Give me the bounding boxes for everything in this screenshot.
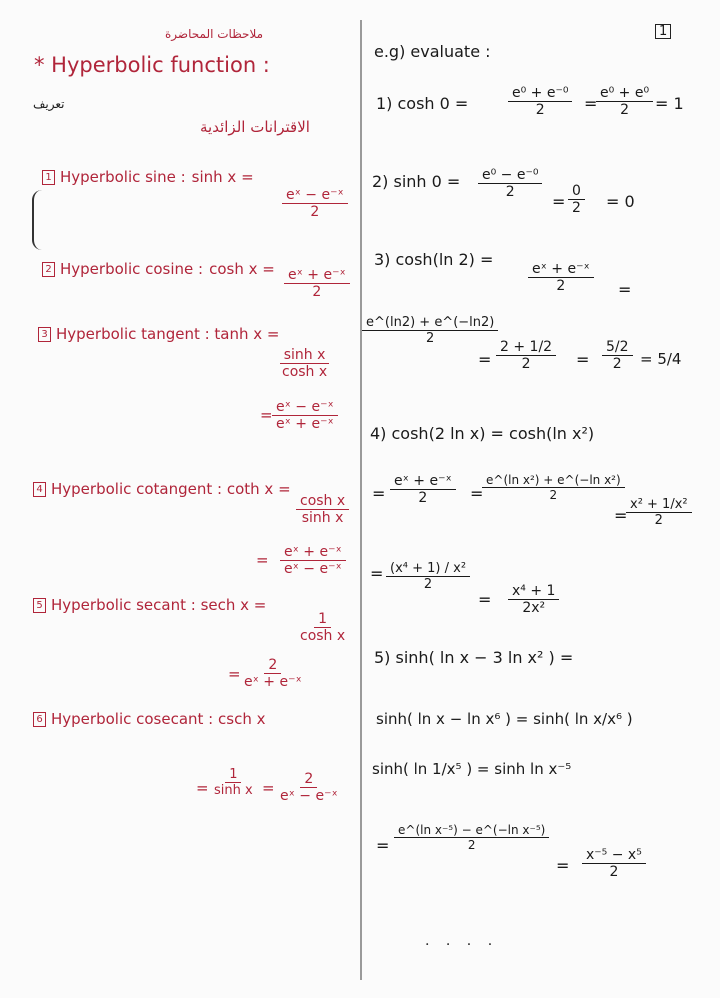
- example-5-label: 5) sinh( ln x − 3 ln x² ) =: [374, 648, 574, 667]
- eq-sign: =: [614, 506, 628, 525]
- example-5-fraction: $\frac{\text{e\textasciicircum{}(ln x⁻⁵) − e\textasciicircum{}(−ln x⁻⁵)}}{2}$: [394, 824, 549, 852]
- def-cosh: [42, 262, 275, 277]
- example-3-fraction: $\frac{\text{eˣ + e⁻ˣ}}{2}$: [528, 262, 594, 295]
- eq-sign: =: [584, 94, 598, 113]
- def-number-badge: 1: [42, 170, 55, 185]
- def-lhs: cosh x =: [209, 260, 275, 278]
- def-tanh-exp-fraction: $\frac{\text{eˣ − e⁻ˣ}}{\text{eˣ + e⁻ˣ}}$: [272, 400, 338, 433]
- example-4-fraction: $\frac{\text{eˣ + e⁻ˣ}}{2}$: [390, 474, 456, 507]
- eq-sign: =: [478, 350, 492, 369]
- eq-sign: =: [370, 564, 384, 583]
- def-label: Hyperbolic sine :: [60, 168, 186, 186]
- def-sech-fraction: $\frac{1}{\text{cosh x}}$: [300, 611, 346, 645]
- def-coth-exp-fraction: $\frac{\text{eˣ + e⁻ˣ}}{\text{eˣ − e⁻ˣ}}$: [280, 545, 346, 578]
- example-4-step-fraction: $\frac{\text{(x⁴ + 1) / x²}}{2}$: [386, 562, 470, 593]
- def-label: Hyperbolic tangent : tanh x =: [56, 325, 280, 343]
- example-2-fraction-2: $\frac{0}{2}$: [568, 184, 585, 217]
- example-4-step-fraction-2: $\frac{\text{x⁴ + 1}}{\text{2x²}}$: [508, 584, 559, 617]
- def-number-badge: 2: [42, 262, 55, 277]
- def-csch: [33, 712, 265, 727]
- def-number-badge: 3: [38, 327, 51, 342]
- example-2-result: = 0: [606, 192, 635, 211]
- eq-sign: =: [552, 192, 566, 211]
- example-3-result: = 5/4: [640, 350, 682, 368]
- def-sinh-fraction: $\frac{\text{eˣ − e⁻ˣ}}{2}$: [282, 188, 348, 221]
- example-5-fraction-2: $\frac{\text{x⁻⁵ − x⁵}}{2}$: [582, 848, 646, 881]
- def-lhs: sinh x =: [191, 168, 254, 186]
- eq-sign: =: [478, 590, 492, 609]
- example-5-step-2: sinh( ln 1/x⁵ ) = sinh ln x⁻⁵: [372, 760, 572, 778]
- example-5-step-1: sinh( ln x − ln x⁶ ) = sinh( ln x/x⁶ ): [376, 710, 633, 728]
- def-label: Hyperbolic secant : sech x =: [51, 596, 267, 614]
- example-4-fraction-3: $\frac{\text{x² + 1/x²}}{2}$: [626, 498, 692, 529]
- example-2-fraction: $\frac{\text{e⁰ − e⁻⁰}}{2}$: [478, 168, 542, 201]
- eq-sign: =: [260, 406, 273, 424]
- example-2-label: 2) sinh 0 =: [372, 172, 461, 191]
- example-4-label: 4) cosh(2 ln x) = cosh(ln x²): [370, 424, 595, 443]
- examples-label: e.g) evaluate :: [374, 42, 491, 61]
- def-number-badge: 6: [33, 712, 46, 727]
- eq-sign: =: [256, 551, 269, 569]
- def-coth-fraction: $\frac{\text{cosh x}}{\text{sinh x}}$: [296, 494, 349, 527]
- eq-sign: =: [376, 836, 390, 855]
- def-label: Hyperbolic cosecant : csch x: [51, 710, 266, 728]
- def-number-badge: 5: [33, 598, 46, 613]
- section-title: * Hyperbolic function :: [34, 53, 270, 77]
- def-cosh-fraction: $\frac{\text{eˣ + e⁻ˣ}}{2}$: [284, 268, 350, 301]
- def-sinh: [42, 170, 254, 185]
- def-csch-exp-fraction: $\frac{2}{\text{eˣ − e⁻ˣ}}$: [280, 771, 338, 805]
- def-number-badge: 4: [33, 482, 46, 497]
- example-1-fraction-2: $\frac{\text{e⁰ + e⁰}}{2}$: [596, 86, 653, 119]
- example-1-result: = 1: [655, 94, 684, 113]
- eq-sign: =: [228, 665, 241, 683]
- eq-sign: =: [470, 484, 484, 503]
- arabic-subtitle: الاقترانات الزائدية: [200, 118, 310, 136]
- def-tanh: [38, 327, 280, 342]
- eq-sign: =: [618, 280, 632, 299]
- def-label: Hyperbolic cosine :: [60, 260, 204, 278]
- column-divider: [360, 20, 362, 980]
- eq-sign: =: [556, 856, 570, 875]
- example-1-fraction: $\frac{\text{e⁰ + e⁻⁰}}{2}$: [508, 86, 572, 119]
- example-3-step-fraction-3: $\frac{5/2}{2}$: [602, 340, 633, 373]
- continuation-dots: . . . .: [425, 933, 499, 949]
- eq-sign: =: [576, 350, 590, 369]
- bracket-mark: [32, 190, 44, 250]
- example-1-label: 1) cosh 0 =: [376, 94, 469, 113]
- def-sech: [33, 598, 266, 613]
- def-coth: [33, 482, 291, 497]
- example-3-label: 3) cosh(ln 2) =: [374, 250, 494, 269]
- eq-sign: =: [372, 484, 386, 503]
- eq-sign: =: [196, 779, 209, 797]
- example-3-step-fraction-2: $\frac{2 + 1/2}{2}$: [496, 340, 556, 373]
- def-csch-fraction: $\frac{1}{\text{sinh x}}$: [214, 767, 253, 799]
- def-label: Hyperbolic cotangent : coth x =: [51, 480, 291, 498]
- page-number: 1: [655, 24, 671, 39]
- definition-label: تعريف: [33, 97, 65, 111]
- eq-sign: =: [262, 779, 275, 797]
- arabic-header: ملاحظات المحاضرة: [165, 27, 264, 41]
- def-sech-exp-fraction: $\frac{2}{\text{eˣ + e⁻ˣ}}$: [244, 657, 302, 691]
- example-4-fraction-2: $\frac{\text{e\textasciicircum{}(ln x²) + e\textasciicircum{}(−ln x²)}}{2}$: [482, 474, 625, 502]
- example-3-step-fraction: $\frac{e\^{}(\ln 2) + e\^{}(-\ln 2)}{2}$: [362, 316, 498, 347]
- def-tanh-fraction: $\frac{\text{sinh x}}{\text{cosh x}}$: [278, 348, 331, 381]
